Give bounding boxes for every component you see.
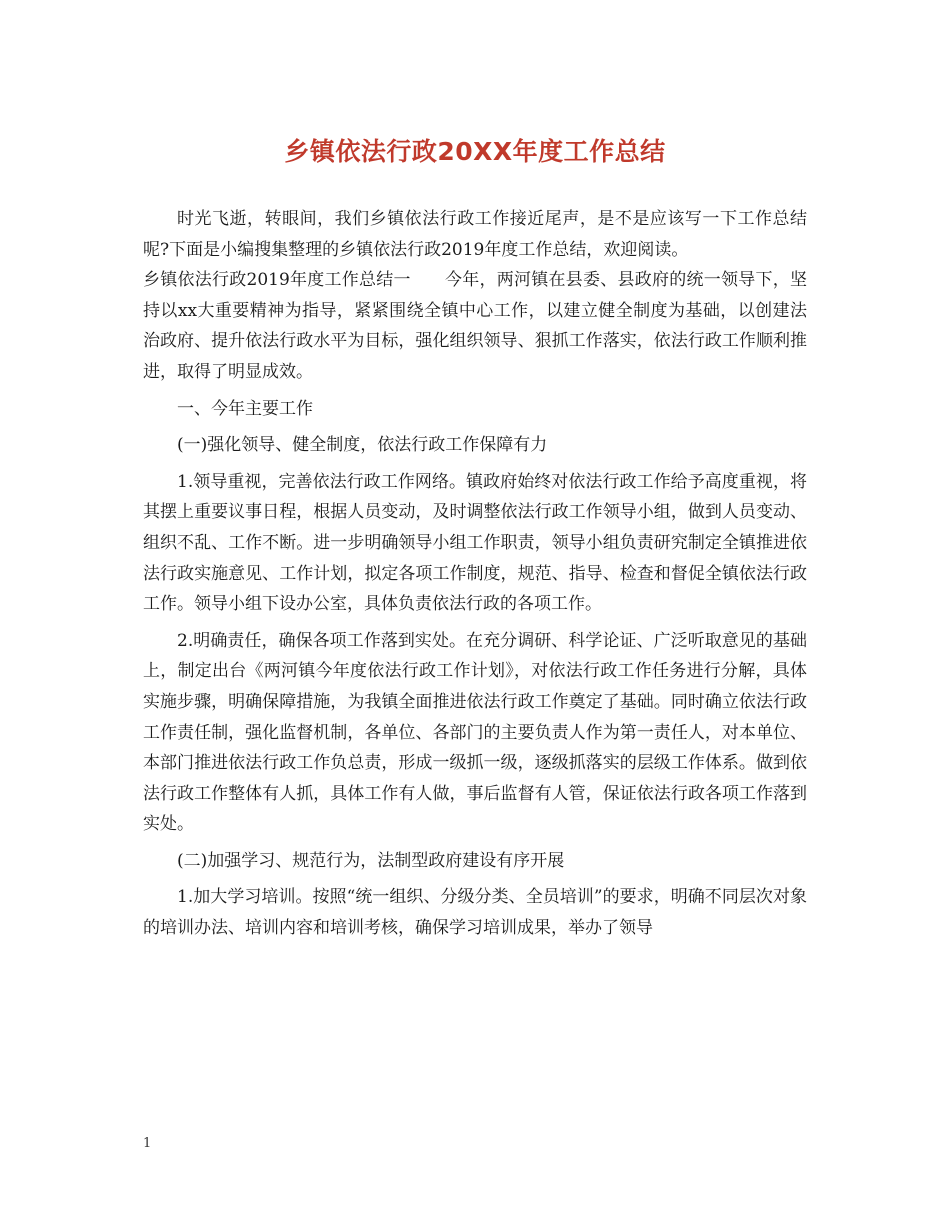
document-title: 乡镇依法行政20XX年度工作总结 (284, 137, 666, 166)
summary-one-text: 今年，两河镇在县委、县政府的统一领导下，坚持以xx大重要精神为指导，紧紧围绕全镇中心工作，以建立健全制度为基础，以创建法治政府、提升依法行政水平为目标，强化组织领导、狠抓工作落实，依法行政工作顺利推进，取得了明显成效。 (143, 270, 808, 382)
document-body (143, 204, 807, 944)
paragraph-intro: 时光飞逝，转眼间，我们乡镇依法行政工作接近尾声，是不是应该写一下工作总结呢?下面是小编搜集整理的乡镇依法行政2019年度工作总结，欢迎阅读。 (143, 209, 807, 260)
paragraph-summary-one (143, 265, 807, 387)
paragraph-item-3: 1.加大学习培训。按照“统一组织、分级分类、全员培训”的要求，明确不同层次对象的培训办法、培训内容和培训考核，确保学习培训成果，举办了领导 (143, 887, 807, 939)
paragraph-item-1: 1.领导重视，完善依法行政工作网络。镇政府始终对依法行政工作给予高度重视，将其摆上重要议事日程，根据人员变动，及时调整依法行政工作领导小组，做到人员变动、组织不乱、工作不断。进一步明确领导小组工作职责，领导小组负责研究制定全镇推进依法行政实施意见、工作计划，拟定各项工作制度，规范、指导、检查和督促全镇依法行政工作。领导小组下设办公室，具体负责依法行政的各项工作。 (143, 471, 807, 615)
paragraph-item-2: 2.明确责任，确保各项工作落到实处。在充分调研、科学论证、广泛听取意见的基础上，制定出台《两河镇今年度依法行政工作计划》，对依法行政工作任务进行分解，具体实施步骤，明确保障措施，为我镇全面推进依法行政工作奠定了基础。同时确立依法行政工作责任制，强化监督机制，各单位、各部门的主要负责人作为第一责任人，对本单位、本部门推进依法行政工作负总责，形成一级抓一级，逐级抓落实的层级工作体系。做到依法行政工作整体有人抓，具体工作有人做，事后监督有人管，保证依法行政各项工作落到实处。 (143, 630, 807, 835)
subsection-heading-1: (一)强化领导、健全制度，依法行政工作保障有力 (177, 435, 548, 456)
page-number: 1 (143, 1136, 152, 1151)
summary-one-lead: 乡镇依法行政2019年度工作总结一 (143, 270, 411, 291)
section-heading-main-work: 一、今年主要工作 (177, 398, 313, 419)
subsection-heading-2: (二)加强学习、规范行为，法制型政府建设有序开展 (177, 850, 565, 871)
